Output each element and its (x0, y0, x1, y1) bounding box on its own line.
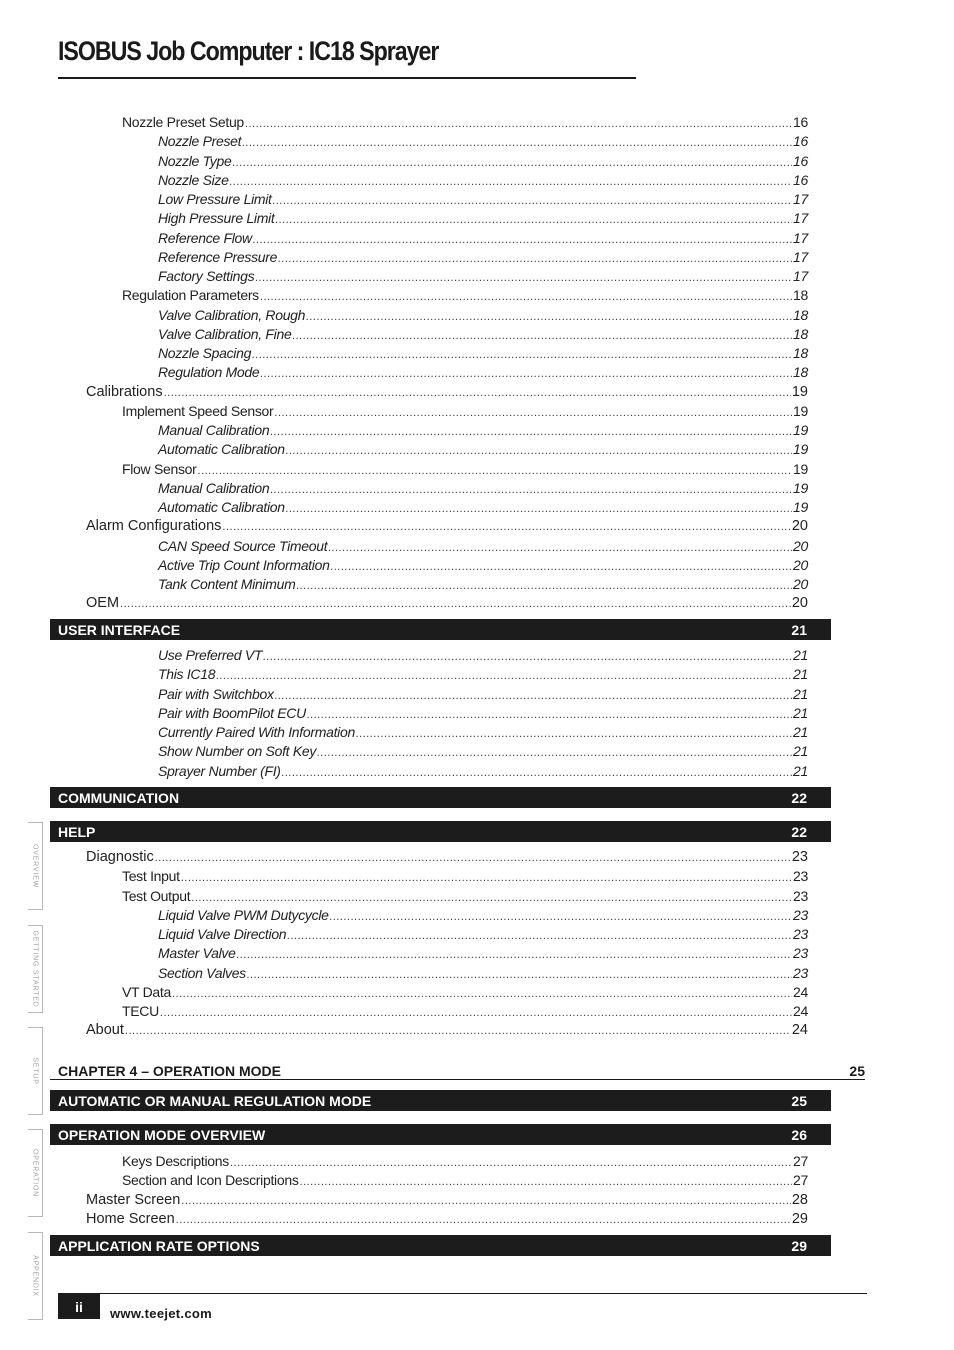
side-tab-appendix[interactable] (28, 1232, 43, 1320)
toc-entry[interactable] (122, 286, 808, 304)
toc-dot-leader (306, 308, 792, 326)
side-tab-setup[interactable] (28, 1027, 43, 1115)
section-header-label: APPLICATION RATE OPTIONS (58, 1237, 260, 1254)
toc-entry-page: 16 (793, 171, 808, 188)
toc-dot-leader (191, 889, 792, 907)
toc-entry-label: Factory Settings (158, 268, 255, 284)
toc-entry[interactable] (122, 867, 808, 885)
toc-entry-label: Regulation Mode (158, 364, 260, 381)
toc-entry-page: 19 (793, 422, 808, 438)
toc-entry-page: 17 (793, 248, 808, 265)
toc-entry-label: Reference Flow (158, 229, 252, 246)
toc-entry-page: 21 (793, 724, 808, 740)
toc-entry-page: 17 (793, 268, 808, 284)
toc-entry-page: 23 (793, 964, 808, 981)
toc-dot-leader (253, 231, 792, 249)
section-header-page: 22 (791, 789, 807, 806)
toc-entry[interactable] (86, 517, 808, 535)
section-header[interactable] (50, 1235, 831, 1256)
toc-entry-label: OEM (86, 595, 120, 612)
side-tab-label: GETTING STARTED (31, 930, 39, 1008)
chapter-rule (50, 1079, 865, 1080)
toc-dot-leader (260, 288, 792, 306)
toc-dot-leader (317, 744, 792, 762)
toc-entry-label: Active Trip Count Information (158, 556, 330, 573)
toc-entry-label: Regulation Parameters (122, 287, 259, 304)
side-tab-label: APPENDIX (31, 1255, 39, 1297)
toc-entry-page: 18 (793, 345, 808, 361)
section-header-page: 26 (791, 1126, 807, 1143)
toc-entry[interactable] (86, 848, 808, 866)
toc-entry-label: Nozzle Preset (158, 133, 242, 150)
toc-entry[interactable] (122, 1171, 808, 1189)
toc-entry-page: 20 (791, 595, 808, 612)
toc-dot-leader (275, 211, 792, 229)
toc-entry[interactable] (158, 556, 808, 574)
toc-entry[interactable] (158, 267, 808, 285)
toc-entry-page: 16 (793, 152, 808, 169)
toc-entry-page: 17 (793, 191, 808, 207)
toc-entry[interactable] (86, 383, 808, 401)
toc-entry-label: Tank Content Minimum (158, 576, 296, 592)
chapter-heading[interactable] (58, 1061, 865, 1081)
toc-dot-leader (300, 1173, 793, 1191)
toc-entry[interactable] (122, 460, 808, 478)
toc-entry-page: 21 (793, 743, 808, 760)
toc-entry-label: Pair with Switchbox (158, 685, 274, 702)
toc-entry-label: CAN Speed Source Timeout (158, 537, 328, 554)
toc-entry-page: 16 (793, 114, 808, 130)
toc-entry-page: 18 (793, 306, 808, 323)
toc-entry-label: Implement Speed Sensor (122, 402, 274, 419)
toc-entry[interactable] (158, 171, 808, 189)
toc-entry[interactable] (158, 906, 808, 924)
toc-entry-label: Nozzle Size (158, 171, 229, 188)
toc-entry-page: 27 (793, 1153, 808, 1169)
toc-entry[interactable] (158, 363, 808, 381)
toc-entry[interactable] (158, 742, 808, 760)
toc-entry-page: 23 (793, 887, 808, 904)
toc-entry-label: Nozzle Type (158, 152, 232, 169)
toc-dot-leader (287, 927, 792, 945)
toc-entry-label: Reference Pressure (158, 248, 278, 265)
toc-entry-page: 21 (793, 666, 808, 683)
toc-entry-label: Liquid Valve Direction (158, 926, 287, 942)
toc-dot-leader (270, 423, 792, 441)
toc-entry-page: 23 (793, 945, 808, 962)
section-header-label: OPERATION MODE OVERVIEW (58, 1126, 266, 1143)
page-number: ii (58, 1294, 100, 1319)
toc-dot-leader (237, 946, 792, 964)
side-tab-label: OPERATION (31, 1149, 39, 1197)
toc-dot-leader (120, 595, 791, 613)
toc-entry[interactable] (158, 498, 808, 516)
toc-dot-leader (181, 1192, 791, 1210)
footer-rule (58, 1293, 867, 1294)
toc-entry-page: 21 (793, 762, 808, 779)
section-header[interactable] (50, 821, 831, 842)
toc-dot-leader (286, 500, 792, 518)
toc-entry-page: 29 (791, 1210, 808, 1227)
toc-entry-page: 23 (791, 849, 808, 865)
toc-dot-leader (278, 250, 792, 268)
toc-entry-label: Section Valves (158, 964, 246, 981)
toc-dot-leader (275, 687, 792, 705)
toc-entry-page: 27 (793, 1172, 808, 1189)
toc-entry-label: Flow Sensor (122, 460, 197, 477)
chapter-page: 25 (849, 1063, 865, 1079)
toc-entry-page: 19 (793, 441, 808, 458)
toc-entry-page: 18 (793, 325, 808, 342)
toc-entry-page: 21 (793, 704, 808, 721)
toc-entry-label: Calibrations (86, 383, 163, 400)
toc-entry-label: Low Pressure Limit (158, 191, 272, 207)
toc-entry-page: 24 (793, 1003, 808, 1019)
toc-entry[interactable] (158, 248, 808, 266)
side-tab-operation[interactable] (28, 1129, 43, 1217)
toc-entry-page: 16 (793, 133, 808, 150)
toc-entry-page: 23 (793, 926, 808, 942)
toc-entry-page: 28 (791, 1191, 808, 1208)
toc-entry-page: 17 (793, 210, 808, 227)
toc-entry[interactable] (122, 983, 808, 1001)
toc-dot-leader (176, 1211, 791, 1229)
toc-entry-page: 18 (793, 287, 808, 304)
toc-dot-leader (172, 985, 792, 1003)
toc-dot-leader (274, 404, 792, 422)
toc-entry-page: 20 (793, 576, 808, 592)
toc-dot-leader (260, 365, 792, 383)
toc-dot-leader (222, 518, 790, 536)
section-header[interactable] (50, 1090, 831, 1111)
toc-entry[interactable] (158, 306, 808, 324)
toc-entry[interactable] (122, 402, 808, 420)
toc-entry[interactable] (158, 190, 808, 208)
toc-entry-label: Use Preferred VT (158, 647, 263, 663)
toc-dot-leader (286, 442, 792, 460)
toc-entry[interactable] (158, 723, 808, 741)
toc-dot-leader (273, 192, 792, 210)
toc-dot-leader (247, 966, 792, 984)
toc-entry-label: Pair with BoomPilot ECU (158, 704, 306, 721)
toc-dot-leader (155, 849, 791, 867)
toc-entry-label: This IC18 (158, 666, 216, 683)
document-title: ISOBUS Job Computer : IC18 Sprayer (58, 36, 439, 66)
toc-entry[interactable] (158, 944, 808, 962)
toc-entry-label: Manual Calibration (158, 479, 270, 496)
toc-entry-label: Test Input (122, 868, 180, 885)
toc-entry-label: Liquid Valve PWM Dutycycle (158, 906, 329, 923)
toc-entry-label: Sprayer Number (FI) (158, 762, 281, 779)
toc-entry-page: 17 (793, 229, 808, 246)
toc-entry-label: High Pressure Limit (158, 210, 275, 227)
toc-entry[interactable] (158, 132, 808, 150)
toc-entry-label: Manual Calibration (158, 422, 270, 438)
toc-entry[interactable] (86, 1191, 808, 1209)
section-header-label: AUTOMATIC OR MANUAL REGULATION MODE (58, 1092, 372, 1109)
toc-dot-leader (263, 648, 792, 666)
toc-entry-label: Diagnostic (86, 849, 154, 865)
toc-entry-page: 20 (793, 556, 808, 573)
toc-dot-leader (181, 869, 792, 887)
toc-entry[interactable] (158, 440, 808, 458)
section-header-page: 25 (791, 1092, 807, 1109)
toc-entry-page: 20 (793, 537, 808, 554)
toc-entry[interactable] (158, 421, 808, 439)
toc-entry-label: About (86, 1022, 124, 1039)
section-header-label: HELP (58, 823, 96, 840)
toc-entry-label: Automatic Calibration (158, 499, 285, 515)
toc-entry-label: Test Output (122, 887, 191, 904)
toc-entry[interactable] (158, 646, 808, 664)
website-link[interactable]: www.teejet.com (110, 1306, 212, 1321)
toc-entry-label: VT Data (122, 983, 171, 1000)
toc-entry[interactable] (86, 1021, 808, 1039)
toc-entry[interactable] (158, 537, 808, 555)
section-header[interactable] (50, 787, 831, 808)
toc-entry-label: Home Screen (86, 1210, 175, 1227)
toc-entry-label: Show Number on Soft Key (158, 743, 317, 760)
toc-dot-leader (252, 346, 792, 364)
toc-entry-label: TECU (122, 1003, 159, 1019)
toc-dot-leader (245, 115, 792, 133)
toc-entry-label: Automatic Calibration (158, 441, 285, 458)
toc-entry-label: Currently Paired With Information (158, 724, 355, 740)
toc-entry[interactable] (158, 665, 808, 683)
toc-entry-label: Valve Calibration, Fine (158, 325, 292, 342)
toc-dot-leader (330, 908, 792, 926)
section-header-label: COMMUNICATION (58, 789, 180, 806)
toc-dot-leader (125, 1022, 791, 1040)
toc-entry[interactable] (122, 1152, 808, 1170)
section-header-page: 21 (791, 621, 807, 638)
toc-entry-page: 21 (793, 685, 808, 702)
toc-entry[interactable] (122, 113, 808, 131)
toc-dot-leader (216, 667, 792, 685)
toc-entry-page: 19 (791, 383, 808, 400)
toc-entry[interactable] (122, 887, 808, 905)
toc-entry-label: Keys Descriptions (122, 1153, 229, 1169)
toc-entry-page: 24 (793, 983, 808, 1000)
toc-entry-label: Master Screen (86, 1191, 181, 1208)
toc-entry[interactable] (158, 152, 808, 170)
toc-dot-leader (356, 725, 792, 743)
toc-dot-leader (282, 764, 792, 782)
toc-entry[interactable] (158, 762, 808, 780)
toc-entry-label: Nozzle Spacing (158, 345, 252, 361)
side-tab-overview[interactable] (28, 822, 43, 910)
section-header-label: USER INTERFACE (58, 621, 181, 638)
toc-entry[interactable] (158, 479, 808, 497)
side-tab-label: SETUP (31, 1057, 39, 1085)
toc-dot-leader (255, 269, 792, 287)
toc-dot-leader (230, 1154, 792, 1172)
toc-entry-page: 18 (793, 364, 808, 381)
toc-dot-leader (232, 154, 792, 172)
toc-entry-label: Valve Calibration, Rough (158, 306, 306, 323)
toc-entry[interactable] (158, 325, 808, 343)
toc-entry-page: 23 (793, 906, 808, 923)
toc-entry[interactable] (158, 229, 808, 247)
toc-dot-leader (164, 384, 791, 402)
toc-entry[interactable] (86, 1210, 808, 1228)
toc-dot-leader (292, 327, 792, 345)
toc-dot-leader (270, 481, 792, 499)
toc-entry[interactable] (158, 575, 808, 593)
toc-entry-page: 19 (793, 402, 808, 419)
section-header[interactable] (50, 619, 831, 640)
toc-entry-page: 23 (793, 868, 808, 885)
toc-entry[interactable] (158, 209, 808, 227)
toc-dot-leader (230, 173, 792, 191)
section-header[interactable] (50, 1124, 831, 1145)
section-header-page: 22 (791, 823, 807, 840)
toc-entry[interactable] (158, 925, 808, 943)
toc-dot-leader (160, 1004, 792, 1022)
toc-entry-label: Section and Icon Descriptions (122, 1172, 299, 1189)
section-header-page: 29 (791, 1237, 807, 1254)
toc-entry[interactable] (158, 344, 808, 362)
toc-entry[interactable] (158, 704, 808, 722)
toc-entry-page: 19 (793, 479, 808, 496)
toc-entry[interactable] (122, 1002, 808, 1020)
toc-dot-leader (328, 539, 792, 557)
toc-dot-leader (307, 706, 792, 724)
toc-entry-page: 19 (793, 499, 808, 515)
toc-entry[interactable] (158, 685, 808, 703)
toc-entry-label: Master Valve (158, 945, 236, 962)
side-tab-getting-started[interactable] (28, 925, 43, 1013)
chapter-label: CHAPTER 4 – OPERATION MODE (58, 1063, 281, 1079)
toc-entry-page: 21 (793, 647, 808, 663)
toc-dot-leader (331, 558, 792, 576)
toc-entry-page: 24 (791, 1022, 808, 1039)
toc-entry[interactable] (158, 964, 808, 982)
toc-entry-page: 20 (791, 518, 808, 535)
toc-dot-leader (198, 462, 793, 480)
toc-dot-leader (296, 577, 792, 595)
toc-entry-label: Nozzle Preset Setup (122, 114, 244, 130)
side-tab-label: OVERVIEW (31, 843, 39, 889)
toc-entry[interactable] (86, 594, 808, 612)
toc-entry-label: Alarm Configurations (86, 518, 222, 535)
toc-dot-leader (242, 134, 792, 152)
toc-entry-page: 19 (793, 460, 808, 477)
